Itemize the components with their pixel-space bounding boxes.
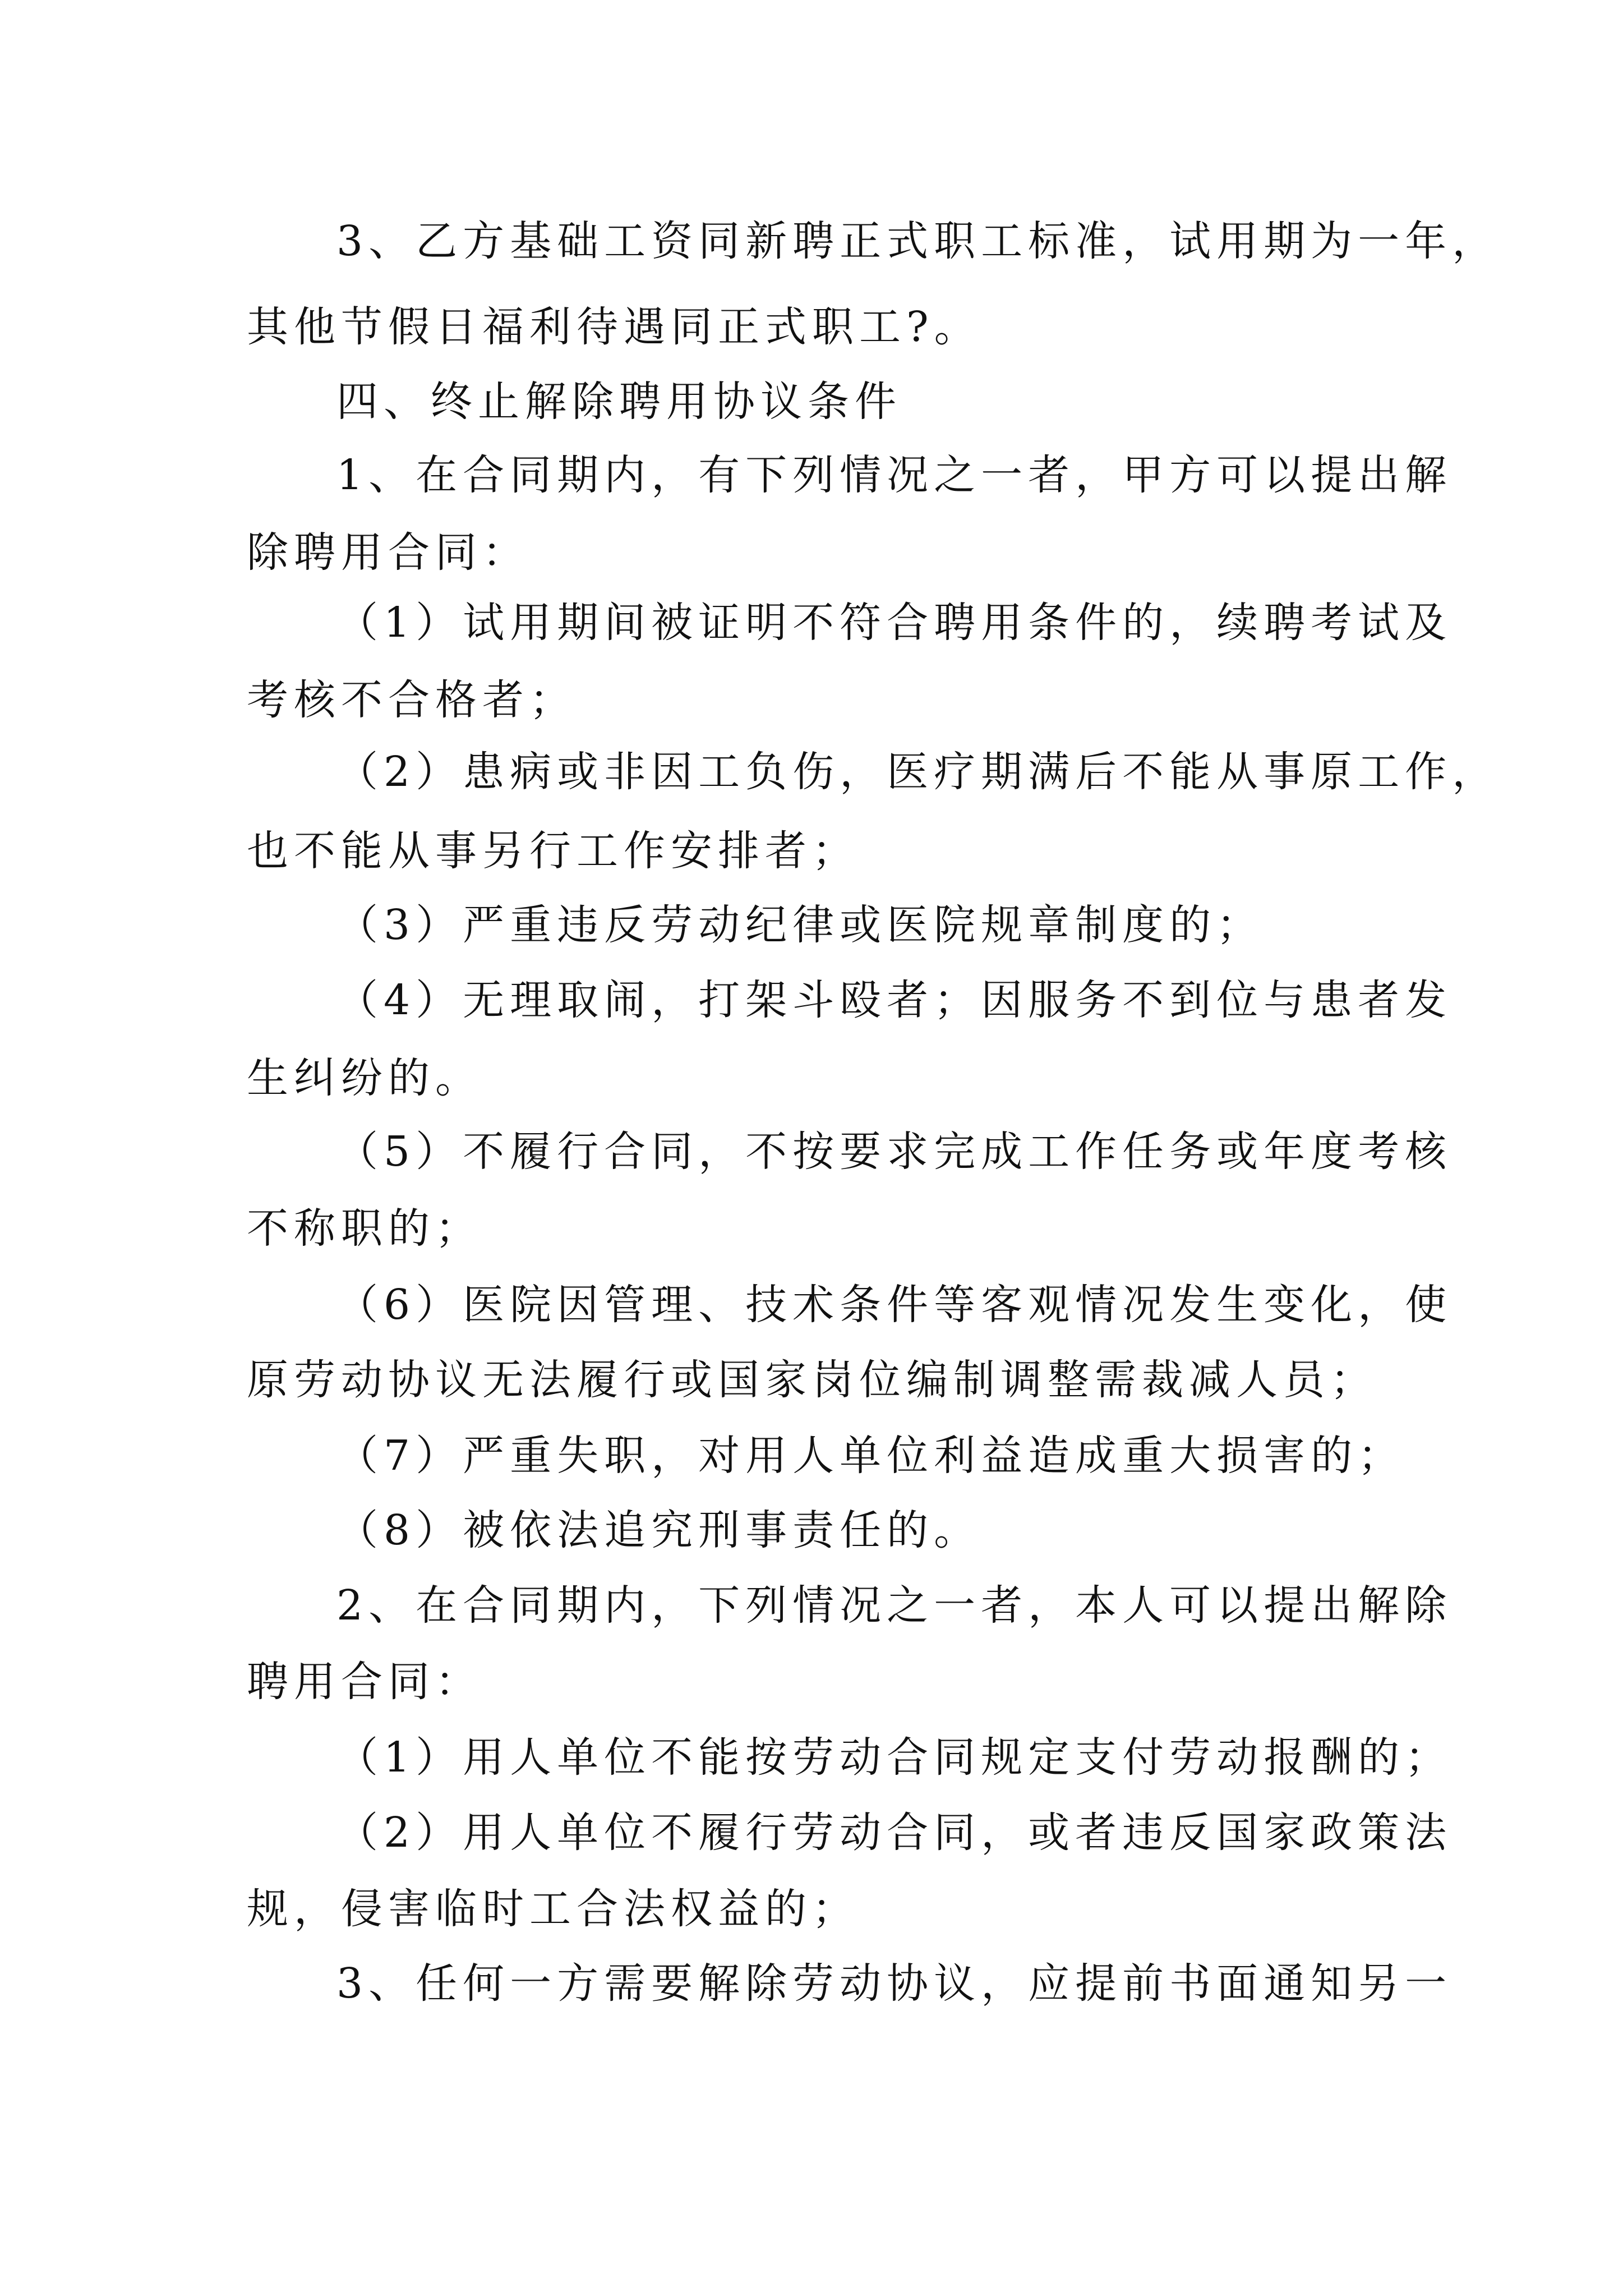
section-four-heading: 四、终止解除聘用协议条件 [336, 378, 902, 426]
paragraph-3-line-2: 其他节假日福利待遇同正式职工?。 [247, 303, 981, 351]
item-2-line-1: （2）患病或非因工负伤，医疗期满后不能从事原工作， [336, 748, 1500, 796]
item-1-line-1: （1）试用期间被证明不符合聘用条件的，续聘考试及 [336, 599, 1453, 647]
item-5-line-1: （5）不履行合同，不按要求完成工作任务或年度考核 [336, 1128, 1453, 1176]
item-8-line: （8）被依法追究刑事责任的。 [336, 1506, 981, 1554]
item-7-line: （7）严重失职，对用人单位利益造成重大损害的； [336, 1432, 1405, 1480]
item-3-line: （3）严重违反劳动纪律或医院规章制度的； [336, 901, 1264, 949]
item-4-line-2: 生纠纷的。 [247, 1054, 482, 1102]
item-1-line-2: 考核不合格者； [247, 676, 577, 724]
clause-2-line-2: 聘用合同： [247, 1658, 482, 1706]
item-6-line-2: 原劳动协议无法履行或国家岗位编制调整需裁减人员； [247, 1356, 1377, 1404]
clause-2-item-1-line: （1）用人单位不能按劳动合同规定支付劳动报酬的； [336, 1733, 1453, 1782]
clause-1-line-1: 1、在合同期内，有下列情况之一者，甲方可以提出解 [336, 451, 1453, 499]
clause-1-line-2: 除聘用合同： [247, 528, 529, 577]
item-4-line-1: （4）无理取闹，打架斗殴者；因服务不到位与患者发 [336, 976, 1453, 1024]
clause-2-line-1: 2、在合同期内，下列情况之一者，本人可以提出解除 [336, 1581, 1453, 1630]
item-2-line-2: 也不能从事另行工作安排者； [247, 827, 859, 875]
item-5-line-2: 不称职的； [247, 1204, 482, 1253]
item-6-line-1: （6）医院因管理、技术条件等客观情况发生变化，使 [336, 1281, 1453, 1329]
paragraph-3-line-1: 3、乙方基础工资同新聘正式职工标准，试用期为一年， [336, 217, 1500, 265]
clause-2-item-2-line-2: 规，侵害临时工合法权益的； [247, 1885, 859, 1933]
clause-2-item-2-line-1: （2）用人单位不履行劳动合同，或者违反国家政策法 [336, 1809, 1453, 1857]
clause-3-line-1: 3、任何一方需要解除劳动协议，应提前书面通知另一 [336, 1959, 1453, 2008]
